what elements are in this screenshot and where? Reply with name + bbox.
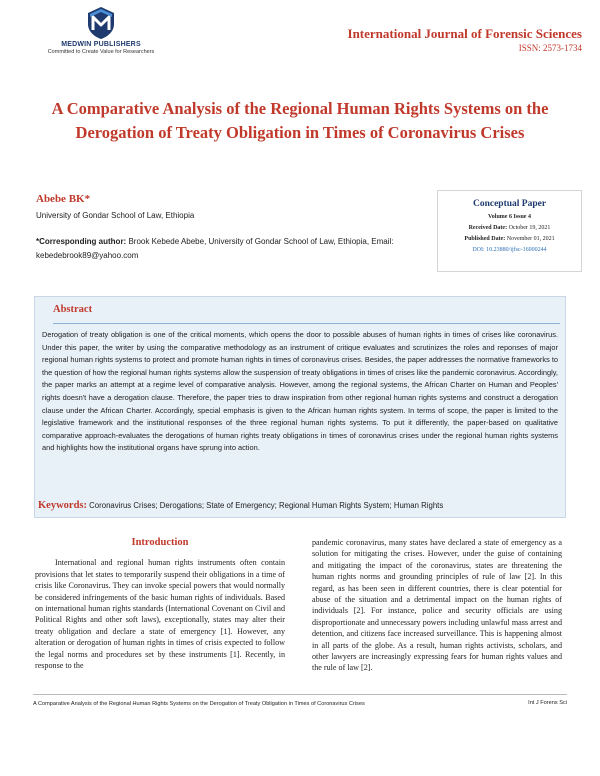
corresponding-label: *Corresponding author: [36,237,127,246]
journal-title[interactable]: International Journal of Forensic Sciences [347,26,582,41]
volume-issue: Volume 6 Issue 4 [488,214,531,220]
keywords [38,500,568,511]
body-column-right [312,537,562,674]
publisher-logo [26,6,176,55]
medwin-shield-icon [86,6,116,40]
journal-issn: ISSN: 2573-1734 [518,43,582,53]
footer-divider [33,694,567,695]
introduction-paragraph-right: pandemic coronavirus, many states have declared a state of emergency as a solution for mitigating the crises. However, under the guise of containing and mitigating the impact of the coronavirus, states are threatening the human rights norms and grounding principles of rule of law [2]. In this regard, as has been seen in different countries, there is clear potential for abuse of the situation and a detrimental impact on the human rights of individuals [2]. For instance, police and security officials are using disproportionate and unnecessary powers including unlawful mass arrest and detention, and citizens face increased surveillance. This is happening almost in all parts of the globe. As a result, human rights activists, scholars, and other lawyers are increasingly expressing fears for human rights values and the rule of law [2]. [312,538,562,673]
footer-running-title: A Comparative Analysis of the Regional Human Rights Systems on the Derogation of Treaty Obligation in Times of Coronavirus Crises [33,701,365,707]
article-type: Conceptual Paper [472,199,547,209]
corresponding-text: Brook Kebede Abebe, University of Gondar School of Law, Ethiopia, Email: kebedebrook89@yahoo.com [36,237,394,260]
introduction-paragraph-left: International and regional human rights instruments often contain provisions that let states to temporarily suspend their obligations in a time of crisis like Coronavirus. They can invoke special powers that would normally be considered infringements of the basic human rights of individuals. Based on international human rights standards (International Covenant on Civil and Political Rights and other soft laws), exceptionally, states may alter their treaty obligation and declare a state of emergency [1]. However, any alteration or derogation of human rights in times of crisis expected to follow the legal norms and procedures set by these instruments [1]. Recently, in response to the [35,558,285,671]
article-title: A Comparative Analysis of the Regional Human Rights Systems on the Derogation of Treaty Obligation in Times of Coronavirus Crises [51,99,549,142]
abstract-box [34,296,566,518]
publisher-name: MEDWIN PUBLISHERS [61,41,141,48]
doi-link[interactable]: DOI: 10.23880/ijfsc-16000244 [472,247,547,253]
body-column-left [35,537,285,671]
keywords-label: Keywords: [38,500,87,511]
received-date: Received Date: October 19, 2021 [468,225,551,231]
author-block [36,193,431,263]
abstract-heading: Abstract [53,304,560,324]
article-info-box [437,190,582,272]
author-name: Abebe BK* [36,193,91,205]
keywords-text: Coronavirus Crises; Derogations; State of Emergency; Regional Human Rights System; Human Rights [89,501,444,510]
published-date: Published Date: November 01, 2021 [464,236,555,242]
publisher-tagline: Committed to Create Value for Researchers [47,49,155,55]
corresponding-author [36,235,431,263]
abstract-text: Derogation of treaty obligation is one of the critical moments, which opens the door to possible abuses of human rights in times of crises like coronavirus. Under this paper, the writer by using the comparative methodology as an instrument of critique evaluates and scrutinizes the roles and reponses of major regional human rights systems to protect and promote human rights in times of coronavirus crises. Besides, the paper addresses the normative frameworks to the question of how the regional human rights systems allow the suspension of treaty obligations in times of crises like the pandemic coronavirus. Accordingly, the paper marks an attempt at a regime level of comparative analysis. However, among the regional systems, the African Charter on Human and Peoples' rights doesn't have a derogation clause. Therefore, the paper tries to draw inspiration from other regional human rights systems and construct a derogation clause under the African Charter. Accordingly, special emphasis is given to the African human rights system. In terms of scope, the paper is limited to the legislative framework and the institutional responses of the three regional human rights systems. To put it differently, the paper-based on qualitative comparative approach-evaluates the derogations of human rights treaty obligations in times of coronavirus crises under the regional human rights systems and highlights how the institutional organs have sprung into action. [42,330,558,453]
introduction-heading: Introduction [131,537,189,548]
author-affiliation: University of Gondar School of Law, Ethiopia [36,211,195,220]
journal-header [348,26,582,53]
footer-journal-abbrev: Int J Forens Sci [528,700,567,706]
